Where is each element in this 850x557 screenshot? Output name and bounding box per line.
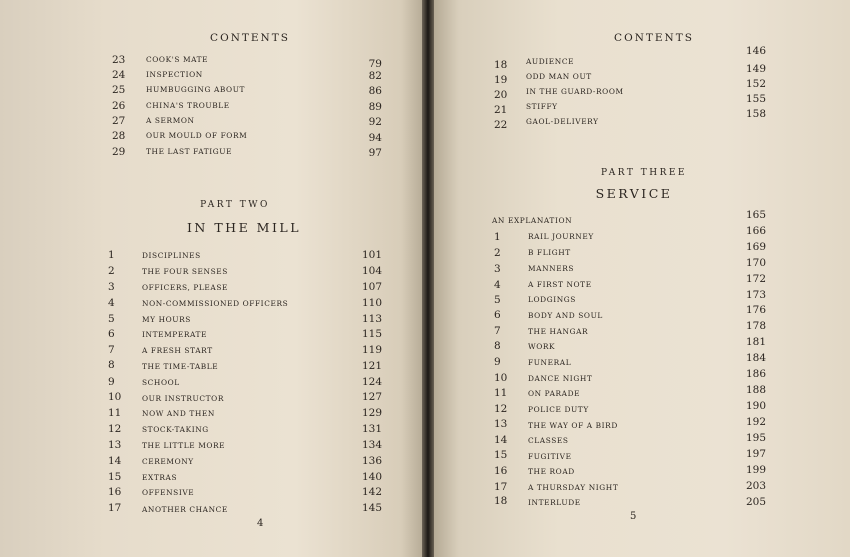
chapter-title: THE LAST FATIGUE (146, 147, 233, 156)
right-page (434, 0, 850, 557)
chapter-number: 2 (494, 247, 501, 259)
chapter-title: THE FOUR SENSES (142, 267, 228, 276)
page-number: 104 (361, 265, 382, 277)
chapter-number: 9 (108, 376, 115, 388)
page-number: 203 (745, 480, 766, 492)
chapter-number: 4 (494, 279, 501, 291)
chapter-number: 24 (112, 69, 126, 81)
chapter-number: 5 (108, 313, 115, 325)
chapter-title: GAOL-DELIVERY (526, 117, 599, 126)
page-number: 110 (361, 297, 382, 309)
page-number: 178 (745, 320, 766, 332)
page-number: 197 (745, 448, 766, 460)
part-title: SERVICE (595, 186, 673, 201)
chapter-title: STOCK-TAKING (142, 425, 209, 434)
contents-heading: CONTENTS (614, 32, 694, 44)
chapter-number: 3 (494, 263, 501, 275)
left-page (0, 0, 422, 557)
chapter-title: AUDIENCE (526, 57, 575, 66)
chapter-number: 22 (494, 119, 508, 131)
page-number: 142 (361, 486, 382, 498)
chapter-title: IN THE GUARD-ROOM (526, 87, 624, 96)
page-number: 97 (368, 147, 382, 159)
page-number: 165 (745, 209, 766, 221)
chapter-number: 13 (108, 439, 122, 451)
chapter-number: 7 (108, 344, 115, 356)
page-number: 149 (745, 63, 766, 75)
page-number: 119 (361, 344, 382, 356)
chapter-title: OUR INSTRUCTOR (142, 394, 224, 403)
chapter-number: 7 (494, 325, 501, 337)
chapter-title: CEREMONY (142, 457, 194, 466)
contents-heading: CONTENTS (210, 32, 290, 44)
page-number: 127 (361, 391, 382, 403)
chapter-number: 14 (108, 455, 122, 467)
chapter-number: 11 (108, 407, 122, 419)
page-number: 186 (745, 368, 766, 380)
chapter-title: POLICE DUTY (528, 405, 589, 414)
chapter-title: ANOTHER CHANCE (142, 505, 228, 514)
chapter-title: THE WAY OF A BIRD (528, 421, 618, 430)
chapter-title: A THURSDAY NIGHT (528, 483, 619, 492)
chapter-title: OFFICERS, PLEASE (142, 283, 229, 292)
chapter-number: 26 (112, 100, 126, 112)
chapter-number: 6 (494, 309, 501, 321)
chapter-title: LODGINGS (528, 295, 576, 304)
chapter-number: 8 (108, 359, 115, 371)
chapter-number: 1 (494, 231, 501, 243)
chapter-title: OFFENSIVE (142, 488, 195, 497)
folio-page-number: 5 (630, 511, 637, 522)
chapter-number: 12 (108, 423, 122, 435)
page-number: 192 (745, 416, 766, 428)
page-number: 188 (745, 384, 766, 396)
chapter-number: 28 (112, 130, 126, 142)
chapter-title: SCHOOL (142, 378, 180, 387)
chapter-title: THE HANGAR (528, 327, 589, 336)
page-number: 121 (361, 360, 382, 372)
chapter-number: 10 (108, 391, 122, 403)
chapter-title: FUNERAL (528, 358, 572, 367)
page-number: 134 (361, 439, 382, 451)
page-number: 195 (745, 432, 766, 444)
page-number: 166 (745, 225, 766, 237)
chapter-number: 19 (494, 74, 508, 86)
chapter-number: 1 (108, 249, 115, 261)
page-number: 115 (361, 328, 382, 340)
chapter-title: FUGITIVE (528, 452, 572, 461)
chapter-number: 10 (494, 372, 508, 384)
chapter-title: CHINA'S TROUBLE (146, 101, 230, 110)
chapter-title: INSPECTION (146, 70, 203, 79)
page-number: 176 (745, 304, 766, 316)
chapter-title: INTEMPERATE (142, 330, 208, 339)
page-number: 172 (745, 273, 766, 285)
page-number: 199 (745, 464, 766, 476)
part-label: PART THREE (601, 168, 687, 178)
chapter-title: NON-COMMISSIONED OFFICERS (142, 299, 289, 308)
chapter-number: 27 (112, 115, 126, 127)
chapter-number: 16 (108, 486, 122, 498)
chapter-number: 17 (494, 481, 508, 493)
chapter-title: A SERMON (146, 116, 195, 125)
chapter-number: 9 (494, 356, 501, 368)
page-number: 124 (361, 376, 382, 388)
chapter-title: ON PARADE (528, 389, 581, 398)
chapter-number: 2 (108, 265, 115, 277)
chapter-title: CLASSES (528, 436, 569, 445)
folio-page-number: 4 (257, 518, 264, 529)
chapter-title: A FRESH START (142, 346, 213, 355)
chapter-title: WORK (528, 342, 556, 351)
page-number: 129 (361, 407, 382, 419)
part-label: PART TWO (200, 200, 270, 210)
chapter-number: 17 (108, 502, 122, 514)
part-title: IN THE MILL (186, 220, 302, 235)
chapter-title: INTERLUDE (528, 498, 581, 507)
chapter-number: 15 (108, 471, 122, 483)
page-number: 107 (361, 281, 382, 293)
chapter-number: 6 (108, 328, 115, 340)
chapter-title: ODD MAN OUT (526, 72, 592, 81)
chapter-title: MANNERS (528, 264, 575, 273)
chapter-title: NOW AND THEN (142, 409, 215, 418)
chapter-title: THE ROAD (528, 467, 575, 476)
chapter-number: 11 (494, 387, 508, 399)
chapter-number: 12 (494, 403, 508, 415)
chapter-number: 29 (112, 146, 126, 158)
page-number: 92 (368, 116, 382, 128)
chapter-title: B FLIGHT (528, 248, 571, 257)
page-number: 136 (361, 455, 382, 467)
page-number: 113 (361, 313, 382, 325)
chapter-title: STIFFY (526, 102, 558, 111)
page-number: 190 (745, 400, 766, 412)
chapter-title: DANCE NIGHT (528, 374, 593, 383)
page-number: 94 (368, 132, 382, 144)
chapter-title: MY HOURS (142, 315, 191, 324)
chapter-number: 18 (494, 495, 508, 507)
chapter-title: A FIRST NOTE (528, 280, 592, 289)
chapter-title: THE TIME-TABLE (142, 362, 219, 371)
chapter-number: 15 (494, 449, 508, 461)
page-number: 86 (368, 85, 382, 97)
page-number: 173 (745, 289, 766, 301)
chapter-title: THE LITTLE MORE (142, 441, 226, 450)
chapter-title: OUR MOULD OF FORM (146, 131, 248, 140)
chapter-number: 18 (494, 59, 508, 71)
chapter-title: HUMBUGGING ABOUT (146, 85, 246, 94)
page-number: 184 (745, 352, 766, 364)
page-number: 89 (368, 101, 382, 113)
chapter-number: 16 (494, 465, 508, 477)
chapter-title: DISCIPLINES (142, 251, 201, 260)
chapter-title: EXTRAS (142, 473, 178, 482)
page-number: 101 (361, 249, 382, 261)
chapter-number: 25 (112, 84, 126, 96)
page-number: 170 (745, 257, 766, 269)
page-number: 155 (745, 93, 766, 105)
chapter-number: 14 (494, 434, 508, 446)
chapter-number: 13 (494, 418, 508, 430)
page-number: 82 (368, 70, 382, 82)
chapter-title: AN EXPLANATION (492, 216, 573, 225)
chapter-title: RAIL JOURNEY (528, 232, 594, 241)
page-number: 158 (745, 108, 766, 120)
chapter-number: 3 (108, 281, 115, 293)
chapter-number: 5 (494, 294, 501, 306)
page-number: 140 (361, 471, 382, 483)
chapter-number: 21 (494, 104, 508, 116)
page-number: 131 (361, 423, 382, 435)
chapter-number: 20 (494, 89, 508, 101)
chapter-number: 23 (112, 54, 126, 66)
page-number: 79 (368, 58, 382, 70)
book-gutter (422, 0, 434, 557)
chapter-title: COOK'S MATE (146, 55, 209, 64)
page-number: 205 (745, 496, 766, 508)
chapter-number: 8 (494, 340, 501, 352)
page-number: 146 (745, 45, 766, 57)
chapter-title: BODY AND SOUL (528, 311, 603, 320)
page-number: 181 (745, 336, 766, 348)
page-number: 152 (745, 78, 766, 90)
page-number: 145 (361, 502, 382, 514)
page-number: 169 (745, 241, 766, 253)
chapter-number: 4 (108, 297, 115, 309)
